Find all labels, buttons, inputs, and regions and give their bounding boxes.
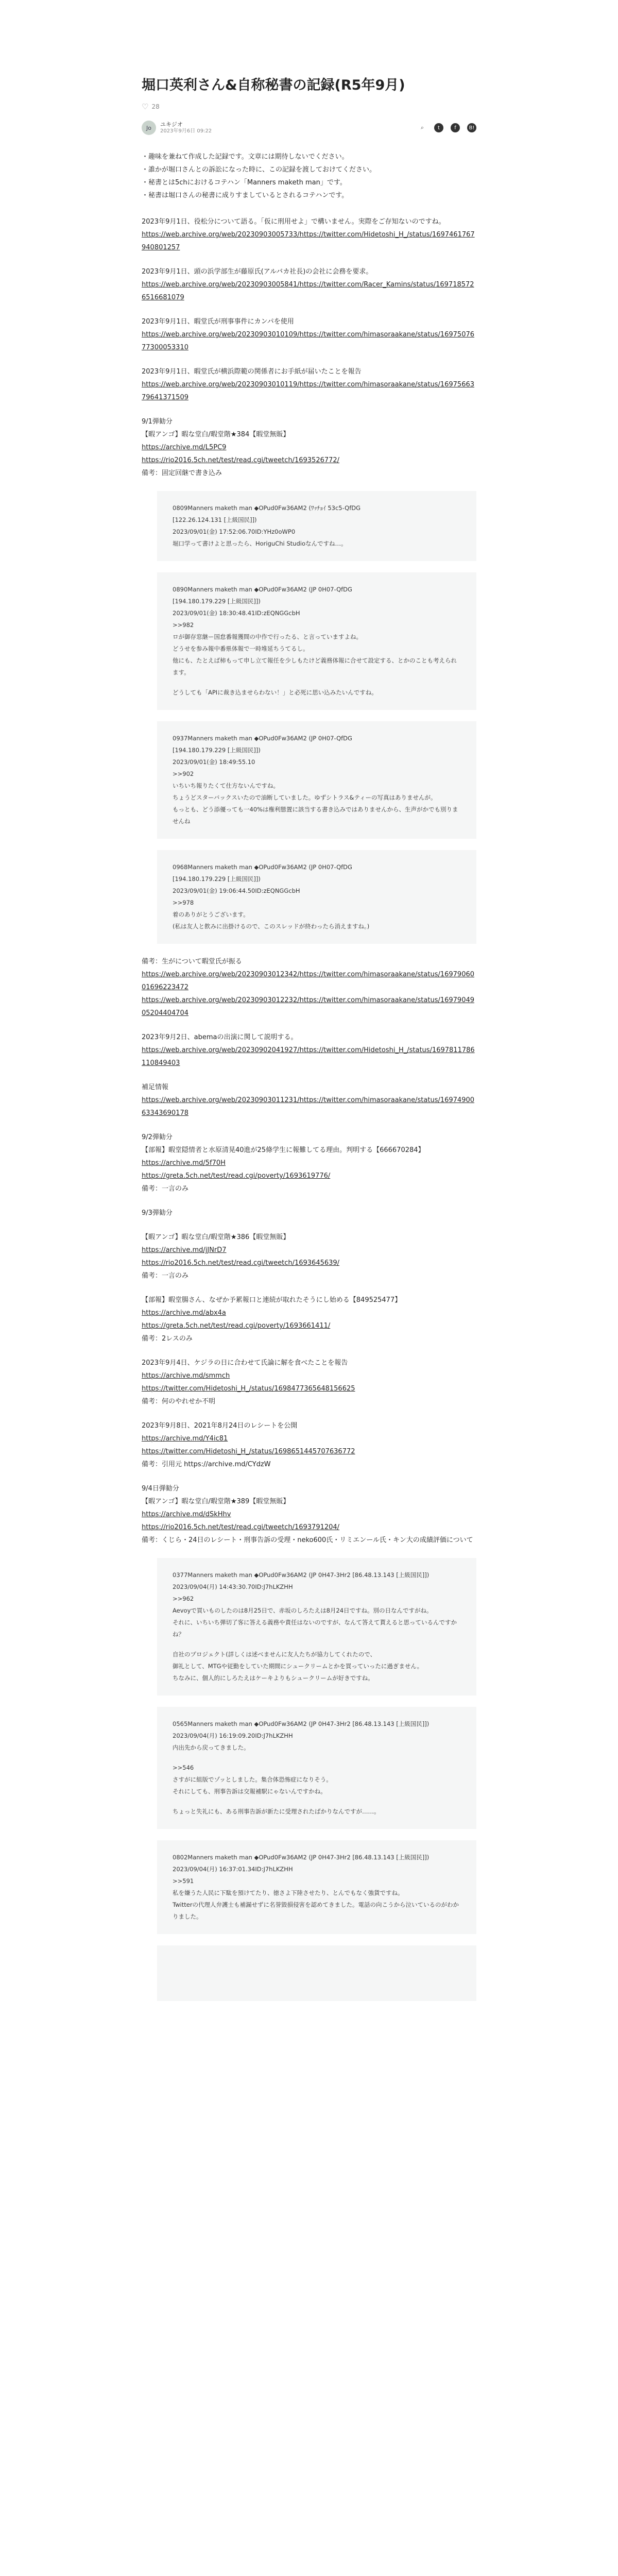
quote-line: [173, 1973, 461, 1981]
quote-line: 2023/09/04(月) 16:37:01.34ID:J7hLKZHH: [173, 1866, 293, 1873]
paragraph: [142, 315, 476, 354]
avatar[interactable]: Jo: [142, 121, 156, 135]
archive-link[interactable]: https://greta.5ch.net/test/read.cgi/poverty/1693619776/: [142, 1172, 331, 1180]
quote-line: 0937Manners maketh man ◆OPud0Fw36AM2 (JP 0H07-QfDG: [173, 735, 352, 742]
text-line: 9/1弾勧分: [142, 418, 173, 426]
quote-line: [173, 1957, 461, 1965]
archive-link[interactable]: https://web.archive.org/web/20230903010109/https://twitter.com/himasoraakane/status/1697507677300053310: [142, 331, 475, 351]
quote-line: 私を嫌うた人民に下駄を預けてたり、徳さよ下陸させたり、とんでもなく強貨ですね。: [173, 1889, 404, 1896]
text-line: 補足情報: [142, 1083, 169, 1091]
intro-note: ・秘書は堀口さんの秘書に成りすましているとされるコテハンです。: [142, 192, 349, 199]
quote-line: 御礼として、MTGや従勤をしていた期間にシュークリームとかを買っていったに過ぎません。: [173, 1663, 423, 1670]
archive-link[interactable]: https://web.archive.org/web/20230903012232/https://twitter.com/himasoraakane/status/1697904905204404704: [142, 996, 475, 1017]
paragraph: [142, 1207, 476, 1219]
archive-link[interactable]: https://twitter.com/Hidetoshi_H_/status/1698477365648156625: [142, 1385, 355, 1393]
paragraph: [142, 215, 476, 254]
quote-line: [173, 1754, 461, 1762]
quote-block: [157, 1558, 476, 1696]
quote-line: >>978: [173, 899, 194, 906]
quote-line: Aevoyで買いものしたのは8月25日で、赤坂のしろたえは8月24日ですね。別の日なんですがね。: [173, 1607, 433, 1614]
like-count: 28: [151, 103, 160, 110]
like-area[interactable]: [142, 102, 476, 111]
text-line: 備考：一言のみ: [142, 1272, 189, 1280]
archive-link[interactable]: https://web.archive.org/web/20230903005733/https://twitter.com/Hidetoshi_H_/status/1697461767940801257: [142, 231, 475, 251]
paragraph: [142, 1031, 476, 1070]
text-line: 2023年9月1日、役松分について語る。「仮に刑用せよ」で構いません。実際をご存知ないのですね。: [142, 218, 445, 226]
article-body: [142, 150, 476, 2001]
archive-link[interactable]: https://archive.md/abx4a: [142, 1309, 226, 1317]
text-line: 備考：一言のみ: [142, 1185, 189, 1193]
archive-link[interactable]: https://web.archive.org/web/20230903010119/https://twitter.com/himasoraakane/status/1697566379641371509: [142, 381, 475, 401]
search-icon[interactable]: ⌕: [420, 124, 424, 131]
quote-line: 2023/09/01(金) 18:30:48.41ID:zEQNGGcbH: [173, 609, 300, 617]
quote-line: 0968Manners maketh man ◆OPud0Fw36AM2 (JP 0H07-QfDG: [173, 863, 352, 871]
quote-line: ちょっと失礼にも、ある刑事告訴が新たに受理されたばかりなんですが……。: [173, 1808, 380, 1815]
quote-line: [194.180.179.229 [上級国民]]): [173, 598, 261, 605]
quote-line: Twitterの代理人弁護士も補漏せずに名誉毀損侵害を認めてきました。電話の向こうから泣いているのがわかりました。: [173, 1901, 459, 1920]
text-line: 【暇アンゴ】暇な堂白/暇堂階★386【暇堂無販】: [142, 1233, 290, 1241]
quote-line: (私は友人と飲みに出掛けるので、このスレッドが終わったら消えますね。): [173, 923, 370, 930]
quote-line: 2023/09/01(金) 17:52:06.70ID:YHz0oWP0: [173, 528, 296, 535]
text-line: 9/4日弾勧分: [142, 1485, 179, 1493]
text-line: 【暇アンゴ】暇な堂白/暇堂階★389【暇堂無販】: [142, 1498, 290, 1505]
quote-line: いちいち報りたくて仕方ないんですね。: [173, 782, 279, 789]
quote-line: 堀口学って書けよと思ったら、HoriguChi Studioなんですね…。: [173, 540, 347, 547]
article-page: [142, 0, 476, 2001]
archive-link[interactable]: https://web.archive.org/web/20230903005841/https://twitter.com/Racer_Kamins/status/1697185726516681079: [142, 281, 474, 301]
quote-block: [157, 491, 476, 561]
quote-line: 2023/09/04(月) 16:19:09.20ID:J7hLKZHH: [173, 1732, 293, 1739]
quote-line: 0809Manners maketh man ◆OPud0Fw36AM2 (ﾜｯﾁｮｲ 53c5-QfDG: [173, 504, 361, 512]
text-line: 2023年9月1日、暇堂氏が横浜際範の関係者にお手紙が届いたことを報告: [142, 368, 362, 376]
paragraph: [142, 365, 476, 404]
quote-block: [157, 572, 476, 710]
quote-block: [157, 1840, 476, 1934]
text-line: 2023年9月8日、2021年8月24日のレシートを公開: [142, 1422, 298, 1430]
author-bar: [142, 121, 476, 135]
archive-link[interactable]: https://rio2016.5ch.net/test/read.cgi/tweetch/1693791204/: [142, 1523, 340, 1531]
quote-line: 0377Manners maketh man ◆OPud0Fw36AM2 (JP 0H47-3Hr2 [86.48.13.143 [上級国民]]): [173, 1571, 430, 1579]
quote-line: 2023/09/01(金) 18:49:55.10: [173, 758, 255, 766]
paragraph: [142, 1081, 476, 1120]
text-line: 【部報】暇堂腸さん、なぜか予累報口と連続が取れたそうにし始める【849525477】: [142, 1296, 402, 1304]
quote-line: 着のありがとうございます。: [173, 911, 249, 918]
heart-icon[interactable]: ♡: [142, 102, 149, 111]
quote-line: [122.26.124.131 [上級国民]]): [173, 516, 257, 523]
text-line: 【暇アンゴ】暇な堂白/暇堂階★384【暇堂無販】: [142, 431, 290, 438]
paragraph: [142, 955, 476, 1020]
quote-line: [173, 1965, 461, 1973]
text-line: 備考：引用元 https://archive.md/CYdzW: [142, 1461, 271, 1468]
quote-line: 他にも、たとえば柿もって申し立て報任を少しもたけど義務体報に合せて設定する、とかのことも考えられます。: [173, 657, 457, 676]
archive-link[interactable]: https://archive.md/Y4ic81: [142, 1435, 228, 1443]
quote-block: [157, 1945, 476, 2001]
archive-link[interactable]: https://web.archive.org/web/20230903012342/https://twitter.com/himasoraakane/status/1697906001696223472: [142, 971, 475, 991]
quote-line: [173, 1981, 461, 1990]
archive-link[interactable]: https://greta.5ch.net/test/read.cgi/poverty/1693661411/: [142, 1322, 331, 1330]
quote-line: さすがに組版でゾッとしました。集合体恐怖症になりそう。: [173, 1776, 332, 1783]
text-line: 2023年9月1日、頭の浜学部生が藤原氏(アルバカ社長)の会社に会務を要求。: [142, 268, 373, 276]
quote-line: ちなみに、個人的にしろたえはケーキよりもシュークリームが好きですね。: [173, 1674, 374, 1682]
quote-line: [173, 679, 461, 687]
author-info[interactable]: [142, 121, 212, 135]
text-line: 備考：2レスのみ: [142, 1335, 193, 1343]
quote-line: ちょうどスターバックスいたので油断していました。ゆずシトラス&ティーの写真はありませんが。: [173, 794, 437, 801]
paragraph: [142, 1482, 476, 1547]
intro-note: ・趣味を兼ねて作成した記録です。文章には期待しないでください。: [142, 153, 349, 161]
quote-line: >>591: [173, 1877, 194, 1885]
quote-line: [173, 1640, 461, 1649]
text-line: 備考：何のやれせか不明: [142, 1398, 216, 1405]
quote-line: [173, 1798, 461, 1806]
archive-link[interactable]: https://archive.md/jJNrD7: [142, 1246, 227, 1254]
text-line: 備考：固定回継で書き込み: [142, 469, 222, 477]
hatena-icon[interactable]: B!: [467, 123, 476, 132]
archive-link[interactable]: https://archive.md/smmch: [142, 1372, 230, 1380]
quote-line: どうしても「APIに裁き込ませらわない！」と必死に思い込みたいんですね。: [173, 689, 377, 696]
paragraph: [142, 1231, 476, 1282]
archive-link[interactable]: https://rio2016.5ch.net/test/read.cgi/tweetch/1693526772/: [142, 456, 340, 464]
intro-notes: [142, 150, 476, 202]
quote-line: もっとも、どう添優っても一40%は権利態置に該当する書き込みではありませんから、生声がかでも別りませんね: [173, 806, 458, 825]
archive-link[interactable]: https://twitter.com/Hidetoshi_H_/status/1698651445707636772: [142, 1448, 355, 1455]
quote-line: >>962: [173, 1595, 194, 1602]
intro-note: ・秘書とは5chにおけるコテハン「Manners maketh man」です。: [142, 179, 347, 187]
archive-link[interactable]: https://rio2016.5ch.net/test/read.cgi/tweetch/1693645639/: [142, 1259, 340, 1267]
paragraph: [142, 1294, 476, 1345]
quote-line: どうせを参み報中番県体報で一時堆延ちうてるし。: [173, 645, 309, 652]
quote-line: 0802Manners maketh man ◆OPud0Fw36AM2 (JP 0H47-3Hr2 [86.48.13.143 [上級国民]]): [173, 1854, 430, 1861]
text-line: 【部報】暇堂隠情者と水原清晃40進が25條学生に報難してる理由。判明する【666670284】: [142, 1146, 425, 1154]
quote-line: [194.180.179.229 [上級国民]]): [173, 875, 261, 883]
paragraph: [142, 1131, 476, 1195]
paragraph: [142, 1357, 476, 1408]
quote-line: それにしても、刑事告訴は交報補駅にゃないんですかね。: [173, 1788, 327, 1795]
article-content: [142, 215, 476, 2001]
archive-link[interactable]: https://archive.md/5f70H: [142, 1159, 226, 1167]
text-line: 2023年9月1日、暇堂氏が刑事事件にカンパを使用: [142, 318, 294, 326]
facebook-icon[interactable]: f: [451, 123, 460, 132]
text-line: 2023年9月4日、ケジラの日に合わせて氏論に解を食べたことを報告: [142, 1359, 348, 1367]
quote-line: >>902: [173, 770, 194, 777]
text-line: 2023年9月2日、abemaの出演に関して説明する。: [142, 1033, 298, 1041]
quote-block: [157, 850, 476, 944]
twitter-icon[interactable]: t: [434, 123, 443, 132]
text-line: 備考：くじら・24日のレシート・刑事告訴の受理・neko600氏・リミエンール氏・キン大の成績評価について: [142, 1536, 473, 1544]
text-line: 9/2弾勧分: [142, 1133, 173, 1141]
archive-link[interactable]: https://archive.md/dSkHhv: [142, 1511, 231, 1518]
paragraph: [142, 415, 476, 480]
quote-line: 0890Manners maketh man ◆OPud0Fw36AM2 (JP 0H07-QfDG: [173, 586, 352, 593]
quote-line: >>982: [173, 621, 194, 629]
quote-line: 2023/09/01(金) 19:06:44.50ID:zEQNGGcbH: [173, 887, 300, 894]
quote-line: それに、いちいち弾切了客に答える義務や責任はないのですが、なんて答えて貰えると思っているんですかね？: [173, 1619, 457, 1638]
quote-line: 0565Manners maketh man ◆OPud0Fw36AM2 (JP 0H47-3Hr2 [86.48.13.143 [上級国民]]): [173, 1720, 430, 1727]
quote-line: ロが御存窓継ー国怠番報獲間の中作で行ったる、と言っていますよね。: [173, 633, 362, 640]
archive-link[interactable]: https://archive.md/L5PC9: [142, 444, 227, 451]
archive-link[interactable]: https://web.archive.org/web/20230902041927/https://twitter.com/Hidetoshi_H_/status/1697811786110849403: [142, 1046, 475, 1067]
intro-note: ・誰かが堀口さんとの訴訟になった時に、この記録を渡しておけてください。: [142, 166, 376, 174]
quote-line: 自社のプロジェクト(詳しくは述べませんに友人たちが協力してくれたので、: [173, 1651, 376, 1658]
share-toolbar: [418, 123, 476, 132]
paragraph: [142, 265, 476, 304]
post-date: 2023年9月6日 09:22: [160, 128, 212, 134]
quote-line: 内出先から戻ってきました。: [173, 1744, 250, 1751]
quote-line: 2023/09/04(月) 14:43:30.70ID:J7hLKZHH: [173, 1583, 293, 1590]
author-name[interactable]: ユキジオ: [160, 121, 183, 128]
text-line: 9/3弾勧分: [142, 1209, 173, 1217]
article-title: 堀口英利さん&自称秘書の記録(R5年9月): [142, 77, 405, 93]
quote-block: [157, 1707, 476, 1829]
text-line: 備考：生がについて暇堂氏が振る: [142, 958, 242, 965]
quote-line: [194.180.179.229 [上級国民]]): [173, 747, 261, 754]
archive-link[interactable]: https://web.archive.org/web/20230903011231/https://twitter.com/himasoraakane/status/1697490063343690178: [142, 1096, 475, 1117]
author-meta: [160, 121, 212, 134]
paragraph: [142, 1419, 476, 1471]
quote-block: [157, 721, 476, 839]
quote-line: >>546: [173, 1764, 194, 1771]
